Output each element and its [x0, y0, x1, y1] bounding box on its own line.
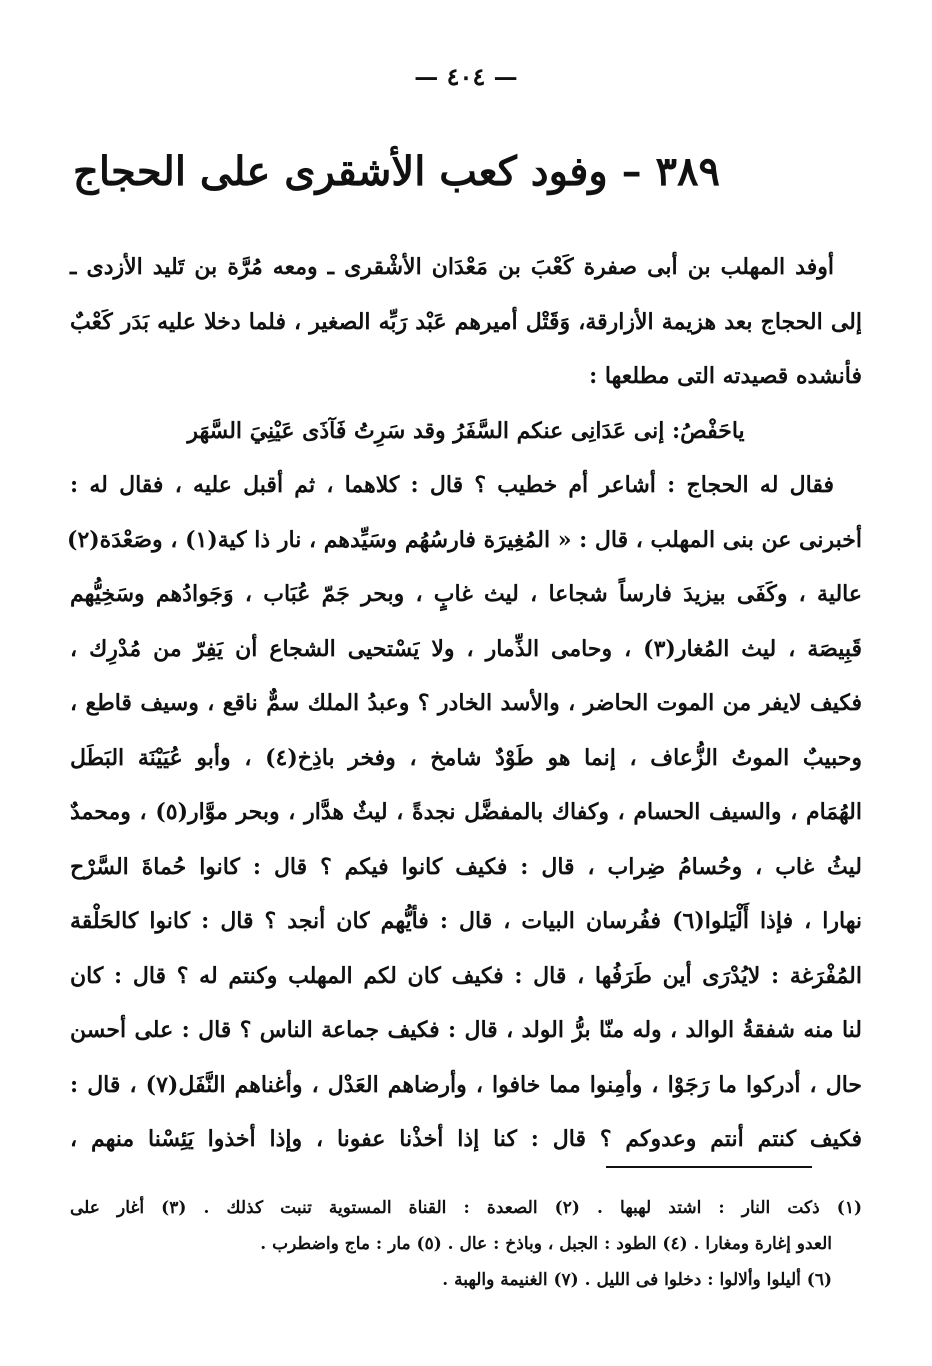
footnotes	[70, 1190, 862, 1298]
text-line: المُفْرَغة : لايُدْرَى أين طَرَفُها ، قال : فكيف كان لكم المهلب وكنتم له ؟ قال : كان	[70, 962, 862, 989]
text-line: وحبيبٌ الموتُ الزُّعاف ، إنما هو طَوْدٌ شامخ ، وفخر باذِخ(٤) ، وأبو عُيَيْنَة البَطَل	[70, 744, 863, 771]
text-line: فكيف كنتم أنتم وعدوكم ؟ قال : كنا إذا أخذْنا عفونا ، وإذا أخذوا يَئِسْنا منهم ،	[70, 1126, 862, 1152]
text-line: فأنشده قصيدته التى مطلعها :	[589, 363, 862, 389]
footnote-divider	[606, 1166, 812, 1168]
text-line: إلى الحجاج بعد هزيمة الأزارقة، وَقَتْل أميرهم عَبْد رَبِّه الصغير ، فلما دخلا عليه بَدَر كَعْبٌ	[70, 308, 862, 335]
text-line: حال ، أدركوا ما رَجَوْا ، وأمِنوا مما خافوا ، وأرضاهم العَدْل ، وأغناهم النَّفَل(٧) ، قال :	[70, 1071, 862, 1098]
text-line: قَبِيصَة ، ليث المُغار(٣) ، وحامى الذِّمار ، ولا يَسْتحيى الشجاع أن يَفِرّ من مُدْرِك ،	[70, 635, 862, 662]
text-line: ليثُ غاب ، وحُسامُ ضِراب ، قال : فكيف كانوا فيكم ؟ قال : كانوا حُماةَ السَّرْح	[70, 853, 862, 880]
text-line: لنا منه شفقةُ الوالد ، وله منّا برُّ الولد ، قال : فكيف جماعة الناس ؟ قال : على أحسن	[70, 1017, 862, 1043]
text-line: نهارا ، فإذا أَلْيَلوا(٦) ففُرسان البيات ، قال : فأيُّهم كان أنجد ؟ قال : كانوا كالحَلْقة	[70, 908, 862, 934]
page-number: — ٤٠٤ —	[414, 62, 518, 91]
text-line: فكيف لايفر من الموت الحاضر ، والأسد الخادر ؟ وعبدُ الملك سمٌّ ناقع ، وسيف قاطع ،	[70, 690, 862, 716]
text-line: عالية ، وكَفَى بيزيدَ فارساً شجاعا ، ليث غابٍ ، وبحر جَمّ عُبَاب ، وَجَوادُهم وسَخِيُّهم	[70, 581, 862, 607]
text-line: الهُمَام ، والسيف الحسام ، وكفاك بالمفضَّل نجدةً ، ليثٌ هدَّار ، وبحر موَّار(٥) ، ومحمدٌ	[70, 799, 862, 825]
verse-line: ياحَفْصُ: إنى عَدَانِى عنكم السَّفَرُ وقد سَرِتُ فَآذَى عَيْنِيَ السَّهَر	[187, 417, 745, 444]
text-line: أخبرنى عن بنى المهلب ، قال : « المُغِيرَة فارسُهُم وسَيِّدهم ، نار ذا كية(١) ، وصَعْدَة(٢)	[67, 526, 862, 553]
footnote-line: (١) ذكت النار : اشتد لهبها . (٢) الصعدة : القناة المستوية تنبت كذلك . (٣) أغار على	[70, 1198, 863, 1218]
text-line: فقال له الحجاج : أشاعر أم خطيب ؟ قال : كلاهما ، ثم أقبل عليه ، فقال له :	[70, 472, 834, 498]
footnote-line: (٦) أليلوا وألالوا : دخلوا فى الليل . (٧) الغنيمة والهبة .	[442, 1270, 832, 1290]
chapter-title: ٣٨٩ – وفود كعب الأشقرى على الحجاج	[73, 148, 720, 195]
footnote-line: العدو إغارة ومغارا . (٤) الطود : الجبل ، وباذخ : عال . (٥) مار : ماج واضطرب .	[260, 1234, 832, 1254]
body-text	[67, 240, 863, 1167]
text-line: أوفد المهلب بن أبى صفرة كَعْبَ بن مَعْدَان الأشْقرى ـ ومعه مُرَّة بن تَليد الأزدى ـ	[70, 254, 834, 280]
